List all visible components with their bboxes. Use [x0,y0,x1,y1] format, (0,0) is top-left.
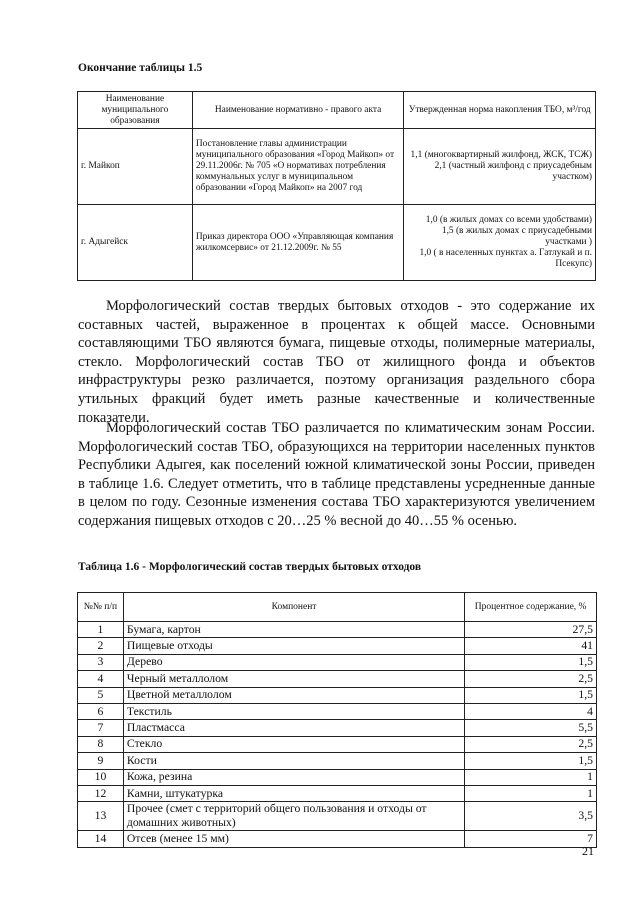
table16-component: Пищевые отходы [123,638,464,654]
table16-component: Пластмасса [123,720,464,736]
table16-row [78,671,597,687]
table16-value: 7 [465,831,597,847]
table15-act: Постановление главы администрации муниципального образования «Город Майкоп» от 29.11.2006г. № 705 «О нормативах потребления коммунальных услуг в муниципальном образовании «Город Майкоп» на 2007 год [192,129,404,205]
table16-num: 13 [78,802,124,831]
table15-norm-line: 1,0 (в жилых домах со всеми удобствами) [425,215,592,225]
table16-value: 3,5 [465,802,597,831]
table16-header-num: №№ п/п [78,593,124,622]
table16-row [78,769,597,785]
table16-component: Стекло [123,736,464,752]
table16-value: 2,5 [465,736,597,752]
table16-row [78,736,597,752]
table15-norm [404,129,596,205]
table15-header-norm: Утвержденная норма накопления ТБО, м³/год [404,92,596,129]
table16-num: 6 [78,703,124,719]
table16-value: 1 [465,769,597,785]
table16-component: Кожа, резина [123,769,464,785]
table15-norm-line: 1,0 ( в населенных пунктах а. Гатлукай и п. Псекупс) [419,248,592,269]
paragraph-1: Морфологический состав твердых бытовых отходов - это содержание их составных частей, выраженное в процентах к общей массе. Основными составляющими ТБО являются бумага, пищевые отходы, полимерные материалы, стекло. Морфологический состав ТБО от жилищного фонда и объектов инфраструктуры резко различается, поэтому организация раздельного сбора утильных фракций будет иметь разные качественные и количественные показатели. [78,298,595,426]
table16-component: Прочее (смет с территорий общего пользования и отходы от домашних животных) [123,802,464,831]
table16-value: 41 [465,638,597,654]
table16-row [78,687,597,703]
table16-row [78,638,597,654]
table16-num: 8 [78,736,124,752]
table15-header-act: Наименование нормативно - правого акта [192,92,404,129]
table15-act: Приказ директора ООО «Управляющая компания жилкомсервис» от 21.12.2009г. № 55 [192,205,404,281]
table15-norm-line: 1,1 (многоквартирный жилфонд, ЖСК, ТСЖ) [410,150,592,160]
table16-value: 2,5 [465,671,597,687]
table16-value: 1 [465,785,597,801]
table16-header-row [78,593,597,622]
page-number: 21 [582,844,594,858]
table16-value: 5,5 [465,720,597,736]
table16-component: Кости [123,753,464,769]
table15-caption: Окончание таблицы 1.5 [78,62,203,74]
table16-num: 10 [78,769,124,785]
table16-body [78,622,597,848]
table16-row [78,720,597,736]
table16-row [78,831,597,847]
paragraph-2: Морфологический состав ТБО различается по климатическим зонам России. Морфологический состав ТБО, образующихся на территории населенных пунктов Республики Адыгея, как поселений южной климатической зоны России, приведен в таблице 1.6. Следует отметить, что в таблице представлены усредненные данные в целом по году. Сезонные изменения состава ТБО характеризуются увеличением содержания пищевых отходов с 20…25 % весной до 40…55 % осенью. [78,420,595,529]
table16-value: 1,5 [465,687,597,703]
table15-municipality: г. Адыгейск [78,205,193,281]
table16 [77,592,597,848]
table15-norm-line: 2,1 (частный жилфонд с приусадебным участком) [434,161,592,182]
table16-num: 1 [78,622,124,638]
table16-value: 27,5 [465,622,597,638]
table16-num: 3 [78,654,124,670]
table16-num: 14 [78,831,124,847]
table16-component: Бумага, картон [123,622,464,638]
table16-num: 5 [78,687,124,703]
table16-row [78,802,597,831]
table15-row [78,205,596,281]
table16-value: 1,5 [465,654,597,670]
table16-component: Дерево [123,654,464,670]
table15-header-row [78,92,596,129]
table16-header-component: Компонент [123,593,464,622]
table16-row [78,703,597,719]
table16-component: Цветной металлолом [123,687,464,703]
table16-row [78,654,597,670]
table15-norm-line: 1,5 (в жилых домах с приусадебными участками ) [441,226,592,247]
table15-municipality: г. Майкоп [78,129,193,205]
table16-num: 12 [78,785,124,801]
table16-header-value: Процентное содержание, % [465,593,597,622]
table16-component: Черный металлолом [123,671,464,687]
table16-num: 7 [78,720,124,736]
table15 [77,91,596,281]
table16-num: 4 [78,671,124,687]
table16-component: Камни, штукатурка [123,785,464,801]
table16-row [78,622,597,638]
table16-row [78,785,597,801]
table16-num: 9 [78,753,124,769]
table15-row [78,129,596,205]
table16-component: Текстиль [123,703,464,719]
table16-value: 1,5 [465,753,597,769]
table16-caption: Таблица 1.6 - Морфологический состав твердых бытовых отходов [78,561,422,573]
table16-row [78,753,597,769]
table15-norm [404,205,596,281]
table16-value: 4 [465,703,597,719]
table15-header-municipality: Наименование муниципального образования [78,92,193,129]
table16-num: 2 [78,638,124,654]
table16-component: Отсев (менее 15 мм) [123,831,464,847]
